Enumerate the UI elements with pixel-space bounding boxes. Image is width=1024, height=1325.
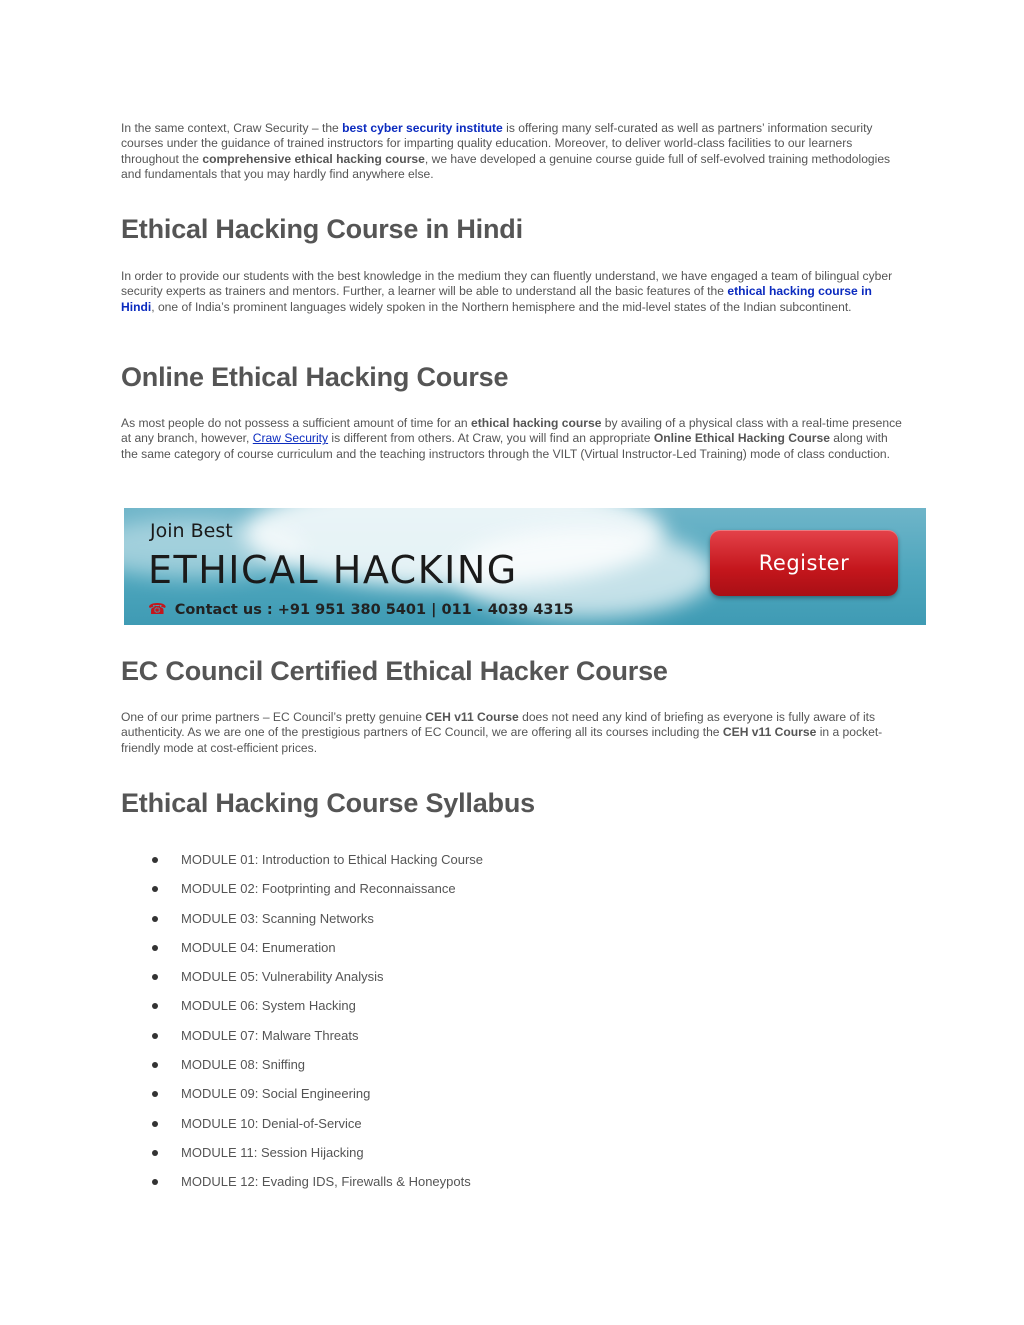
ec-heading: EC Council Certified Ethical Hacker Course <box>121 656 668 686</box>
syllabus-module-item <box>121 1145 906 1174</box>
syllabus-module-item <box>121 1086 906 1115</box>
syllabus-module-item <box>121 969 906 998</box>
syllabus-module-label: MODULE 06: System Hacking <box>181 998 356 1014</box>
syllabus-module-item <box>121 1174 906 1203</box>
banner-contact-text: Contact us : +91 951 380 5401 | 011 - 4039 4315 <box>174 602 574 618</box>
ec-text-3: in a pocket-friendly mode at cost-efficient prices. <box>121 725 883 755</box>
hindi-paragraph <box>121 269 906 315</box>
hindi-text-1: In order to provide our students with the best knowledge in the medium they can fluently understand, we have engaged a team of bilingual cyber security experts as trainers and mentors. Further, a learner will be able to understand all the basic features of the <box>121 269 893 299</box>
online-bold-2: Online Ethical Hacking Course <box>653 431 830 446</box>
craw-security-link[interactable]: Craw Security <box>252 431 329 446</box>
ec-bold-2: CEH v11 Course <box>722 725 817 740</box>
intro-text-3: , we have developed a genuine course guide full of self-evolved training methodologies and fundamentals that you may hardly find anywhere else. <box>121 151 891 182</box>
bullet-icon <box>152 1003 158 1009</box>
ec-paragraph <box>121 710 906 756</box>
online-heading: Online Ethical Hacking Course <box>121 362 509 392</box>
intro-bold: comprehensive ethical hacking course <box>202 151 425 166</box>
online-paragraph <box>121 416 906 462</box>
intro-text-2: is offering many self-curated as well as partners’ information security courses under the guidance of trained instructors for imparting quality education. Moreover, to deliver world-class facilities to our learners throughout the <box>121 121 873 166</box>
online-text-3: is different from others. At Craw, you will find an appropriate <box>328 431 654 446</box>
online-text-4: along with the same category of course curriculum and the teaching instructors through the VILT (Virtual Instructor-Led Training) mode of class conduction. <box>121 431 891 461</box>
register-button[interactable]: Register <box>710 530 898 596</box>
hindi-text-2: , one of India’s prominent languages widely spoken in the Northern hemisphere and the mid-level states of the Indian subcontinent. <box>151 299 852 314</box>
syllabus-module-item <box>121 940 906 969</box>
bullet-icon <box>152 1121 158 1127</box>
intro-text-1: In the same context, Craw Security – the <box>121 121 343 135</box>
syllabus-module-item <box>121 1116 906 1145</box>
syllabus-module-item <box>121 1057 906 1086</box>
banner-contact <box>148 600 574 618</box>
syllabus-module-item <box>121 852 906 881</box>
phone-icon: ☎ <box>148 600 167 618</box>
syllabus-module-label: MODULE 10: Denial-of-Service <box>181 1115 362 1131</box>
syllabus-module-label: MODULE 05: Vulnerability Analysis <box>181 969 384 985</box>
bullet-icon <box>152 1033 158 1039</box>
syllabus-module-label: MODULE 11: Session Hijacking <box>181 1144 364 1160</box>
syllabus-module-item <box>121 911 906 940</box>
bullet-icon <box>152 974 158 980</box>
ec-text-2: does not need any kind of briefing as everyone is fully aware of its authenticity. As we are one of the prestigious partners of EC Council, we are offering all its courses including the <box>121 710 876 740</box>
bullet-icon <box>152 1062 158 1068</box>
syllabus-module-item <box>121 998 906 1027</box>
online-text-1: As most people do not possess a sufficient amount of time for an <box>121 416 472 430</box>
online-bold-1: ethical hacking course <box>471 416 602 430</box>
syllabus-module-label: MODULE 08: Sniffing <box>181 1057 306 1073</box>
banner-join-text: Join Best <box>150 520 233 542</box>
ethical-hacking-course-in-hindi-link[interactable]: ethical hacking course in Hindi <box>121 284 872 314</box>
syllabus-module-label: MODULE 04: Enumeration <box>181 939 336 955</box>
syllabus-module-item <box>121 881 906 910</box>
intro-paragraph <box>121 121 906 183</box>
online-text-2: by availing of a physical class with a real-time presence at any branch, however, <box>121 416 902 446</box>
register-banner[interactable] <box>124 508 926 625</box>
ec-bold-1: CEH v11 Course <box>425 710 519 724</box>
syllabus-module-label: MODULE 01: Introduction to Ethical Hacking Course <box>181 852 484 867</box>
bullet-icon <box>152 1091 158 1097</box>
syllabus-module-item <box>121 1028 906 1057</box>
bullet-icon <box>152 945 158 951</box>
banner-title: ETHICAL HACKING <box>148 548 518 592</box>
syllabus-list <box>121 852 906 1204</box>
syllabus-module-label: MODULE 09: Social Engineering <box>181 1086 371 1102</box>
hindi-heading: Ethical Hacking Course in Hindi <box>121 214 523 244</box>
bullet-icon <box>152 916 158 922</box>
syllabus-heading: Ethical Hacking Course Syllabus <box>121 788 535 818</box>
syllabus-module-label: MODULE 03: Scanning Networks <box>181 910 374 926</box>
syllabus-module-label: MODULE 02: Footprinting and Reconnaissance <box>181 881 456 897</box>
bullet-icon <box>152 886 158 892</box>
best-cyber-security-institute-link[interactable]: best cyber security institute <box>342 121 503 135</box>
bullet-icon <box>152 1150 158 1156</box>
bullet-icon <box>152 1179 158 1185</box>
ec-text-1: One of our prime partners – EC Council’s pretty genuine <box>121 710 426 724</box>
syllabus-module-label: MODULE 07: Malware Threats <box>181 1027 359 1043</box>
bullet-icon <box>152 857 158 863</box>
syllabus-module-label: MODULE 12: Evading IDS, Firewalls & Honeypots <box>181 1174 471 1190</box>
